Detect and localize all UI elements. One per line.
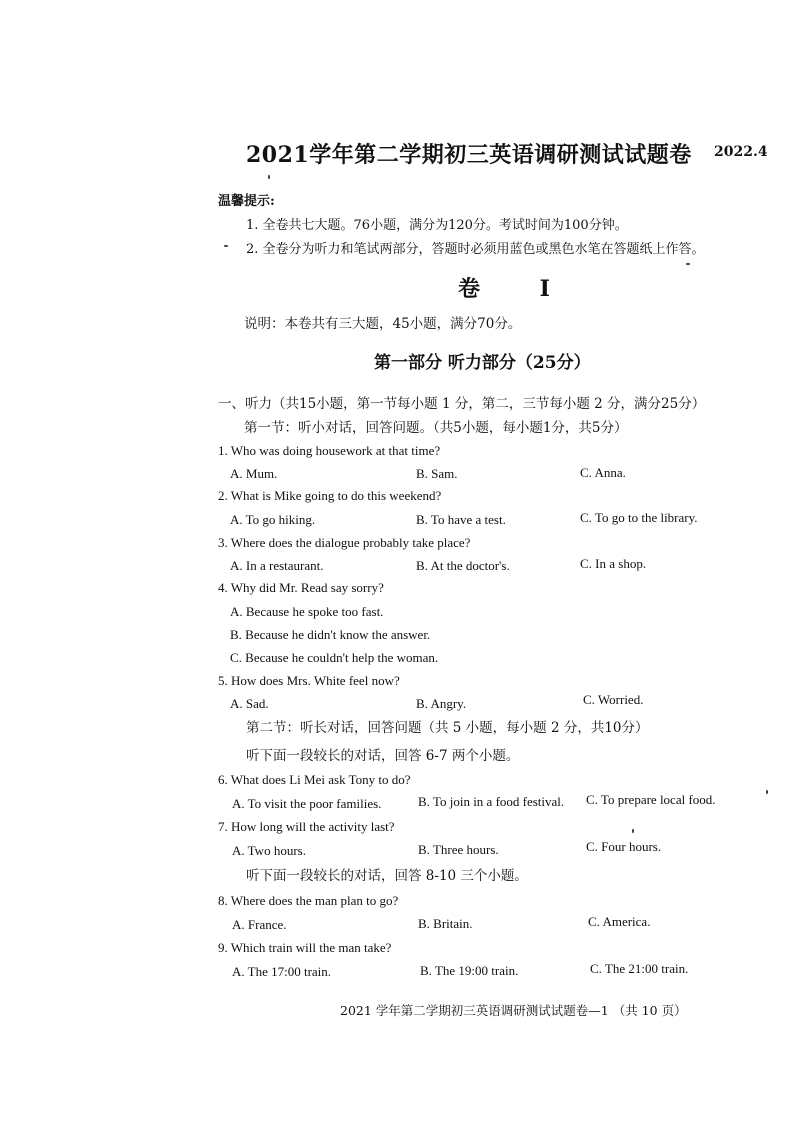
question-6: 6. What does Li Mei ask Tony to do? [218, 772, 411, 787]
option-a: A. Mum. [230, 466, 278, 481]
section-sub1: 第一节：听小对话，回答问题。（共5小题，每小题1分，共5分） [244, 420, 628, 436]
section-instruction: 听下面一段较长的对话，回答 8-10 三个小题。 [246, 868, 528, 884]
option-a: A. To go hiking. [230, 512, 316, 527]
option-a: A. The 17:00 train. [232, 964, 332, 979]
question-1: 1. Who was doing housework at that time? [218, 443, 441, 458]
option-b: B. Angry. [416, 696, 467, 711]
part-title: 第一部分 听力部分（25分） [374, 353, 591, 373]
option-c: C. The 21:00 train. [590, 961, 689, 976]
question-2: 2. What is Mike going to do this weekend? [218, 488, 442, 503]
section-heading: 一、听力（共15小题，第一节每小题 1 分，第二，三节每小题 2 分，满分25分） [218, 396, 706, 412]
scan-speck [766, 790, 768, 794]
option-b: B. The 19:00 train. [420, 963, 519, 978]
tip-item: 2. 全卷分为听力和笔试两部分，答题时必须用蓝色或黑色水笔在答题纸上作答。 [246, 242, 705, 257]
option-a: A. France. [232, 917, 287, 932]
option-b: B. Three hours. [418, 842, 499, 857]
tips-label: 温馨提示: [218, 194, 275, 209]
section-sub2: 第二节：听长对话，回答问题（共 5 小题，每小题 2 分，共10分） [246, 720, 649, 736]
option-a: A. Because he spoke too fast. [230, 604, 384, 619]
option-c: C. In a shop. [580, 556, 647, 571]
exam-title: 2021学年第二学期初三英语调研测试试题卷 [246, 142, 692, 168]
option-c: C. America. [588, 914, 651, 929]
option-a: A. In a restaurant. [230, 558, 324, 573]
tip-item: 1. 全卷共七大题。76小题，满分为120分。考试时间为100分钟。 [246, 218, 628, 233]
question-9: 9. Which train will the man take? [218, 940, 392, 955]
exam-date: 2022.4 [714, 144, 768, 160]
option-b: B. At the doctor's. [416, 558, 510, 573]
option-a: A. Sad. [230, 696, 269, 711]
option-c: C. Worried. [583, 692, 644, 707]
option-b: B. Because he didn't know the answer. [230, 627, 431, 642]
volume-title: 卷 I [458, 276, 576, 302]
scan-speck [224, 245, 228, 247]
volume-explanation: 说明：本卷共有三大题，45小题，满分70分。 [244, 316, 522, 332]
question-8: 8. Where does the man plan to go? [218, 893, 399, 908]
question-5: 5. How does Mrs. White feel now? [218, 673, 400, 688]
option-b: B. Britain. [418, 916, 473, 931]
option-c: C. Anna. [580, 465, 626, 480]
option-b: B. To join in a food festival. [418, 794, 565, 809]
option-b: B. To have a test. [416, 512, 506, 527]
question-3: 3. Where does the dialogue probably take place? [218, 535, 471, 550]
question-7: 7. How long will the activity last? [218, 819, 395, 834]
scan-speck [686, 263, 690, 265]
option-b: B. Sam. [416, 466, 458, 481]
option-c: C. To go to the library. [580, 510, 698, 525]
scan-speck [632, 829, 634, 833]
scan-speck [268, 175, 270, 179]
option-a: A. Two hours. [232, 843, 306, 858]
option-c: C. To prepare local food. [586, 792, 716, 807]
option-c: C. Because he couldn't help the woman. [230, 650, 439, 665]
question-4: 4. Why did Mr. Read say sorry? [218, 580, 384, 595]
page-footer: 2021 学年第二学期初三英语调研测试试题卷—1 （共 10 页） [340, 1003, 687, 1018]
section-instruction: 听下面一段较长的对话，回答 6-7 两个小题。 [246, 748, 520, 764]
option-a: A. To visit the poor families. [232, 796, 382, 811]
option-c: C. Four hours. [586, 839, 662, 854]
